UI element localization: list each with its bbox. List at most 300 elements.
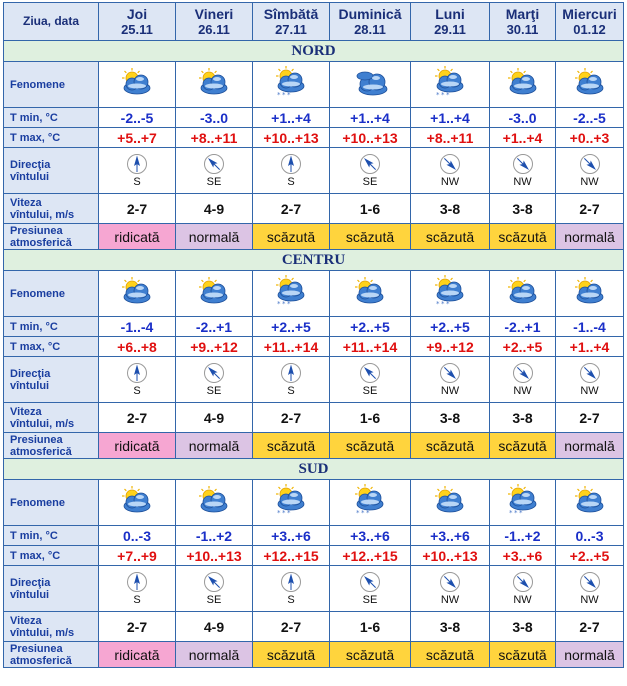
wind-direction-cell [556,148,624,194]
region-row [4,459,624,480]
pressure-value: scăzută [253,224,330,250]
weather-icon-cell [176,480,253,526]
wind-direction-cell [99,566,176,612]
svg-text:*: * [277,509,281,517]
sun-cloud-icon [501,86,545,103]
wind-speed-row [4,612,624,642]
svg-text:*: * [436,300,440,308]
label-pressure [4,433,99,459]
weather-icon-cell [556,62,624,108]
pressure-value: scăzută [253,642,330,668]
tmin-value: -2..+1 [490,317,556,337]
weather-icon-cell [411,480,490,526]
row-label: atmosferică [10,445,72,458]
day-name: Joi [126,5,148,22]
wind-speed-value: 1-6 [330,612,411,642]
tmin-value: -2..-5 [99,108,176,128]
wind-direction-text: SE [362,176,378,188]
label-wind-speed [4,403,99,433]
wind-direction-text: SE [362,594,378,606]
weather-icon-cell [556,271,624,317]
wind-direction-cell [556,357,624,403]
tmin-value: 0..-3 [556,526,624,546]
pressure-value: scăzută [490,642,556,668]
day-name: Vineri [194,5,234,22]
tmax-row [4,546,624,566]
day-date: 27.11 [275,21,307,37]
tmax-value: +10..+13 [330,128,411,148]
tmax-row [4,128,624,148]
sun-cloud-icon [501,295,545,312]
wind-direction-text: NW [580,176,599,188]
wind-speed-value: 4-9 [176,194,253,224]
tmin-row [4,108,624,128]
wind-arrow-icon [512,362,534,384]
label-wind-direction [4,357,99,403]
row-label: vîntului, m/s [10,626,75,639]
wind-speed-value: 2-7 [99,194,176,224]
weather-icon-cell [176,271,253,317]
wind-direction-text: S [133,594,141,606]
sun-cloud-icon [115,86,159,103]
weather-icon-cell [411,271,490,317]
row-label: T max, °C [10,131,61,144]
label-tmin [4,108,99,128]
wind-arrow-icon [203,362,225,384]
tmax-row [4,337,624,357]
region-title: NORD [4,41,624,62]
row-label: Direcţia [10,158,51,171]
sun-cloud-icon [568,86,612,103]
wind-direction-text: SE [206,385,222,397]
pressure-value: ridicată [99,642,176,668]
wind-speed-value: 4-9 [176,403,253,433]
weather-icon-cell [490,271,556,317]
row-label: vîntului, m/s [10,417,75,430]
wind-arrow-icon [439,571,461,593]
wind-direction-text: NW [440,594,460,606]
sun-cloud-icon [115,295,159,312]
tmin-value: +3..+6 [411,526,490,546]
weather-icon-cell [253,480,330,526]
label-wind-direction [4,148,99,194]
day-date: 28.11 [354,21,386,37]
tmin-value: -1..-4 [99,317,176,337]
wind-direction-cell [253,357,330,403]
wind-direction-cell [411,148,490,194]
wind-direction-text: NW [440,385,460,397]
wind-speed-value: 2-7 [253,194,330,224]
weather-icon-cell [99,480,176,526]
wind-arrow-icon [126,571,148,593]
wind-arrow-icon [439,153,461,175]
tmin-value: +3..+6 [253,526,330,546]
day-date: 01.12 [573,21,606,37]
wind-direction-text: S [287,594,295,606]
region-row [4,250,624,271]
wind-direction-text: SE [206,594,222,606]
wind-speed-row [4,194,624,224]
tmin-value: -3..0 [490,108,556,128]
header-day-cell [99,3,176,41]
tmin-row [4,526,624,546]
tmax-value: +9..+12 [176,337,253,357]
wind-speed-value: 2-7 [556,403,624,433]
weather-icon-cell [490,62,556,108]
wind-direction-row [4,148,624,194]
pressure-value: scăzută [330,433,411,459]
label-fenomene [4,480,99,526]
phenomena-row [4,62,624,108]
pressure-value: normală [556,642,624,668]
wind-arrow-icon [359,362,381,384]
snow-cloud-icon [269,88,313,105]
wind-speed-value: 2-7 [99,612,176,642]
row-label: T max, °C [10,549,61,562]
header-day-cell [330,3,411,41]
pressure-value: normală [176,224,253,250]
tmin-value: +1..+4 [253,108,330,128]
svg-text:*: * [282,300,286,308]
svg-text:*: * [518,509,522,517]
label-wind-speed [4,612,99,642]
svg-text:*: * [282,509,286,517]
region-title: CENTRU [4,250,624,271]
sun-cloud-icon [428,504,472,521]
header-day-cell [556,3,624,41]
wind-direction-cell [99,148,176,194]
weather-icon-cell [490,480,556,526]
phenomena-row [4,271,624,317]
header-day-cell [253,3,330,41]
snow-cloud-icon [428,297,472,314]
sun-cloud-icon [192,86,236,103]
wind-direction-cell [176,148,253,194]
label-tmin [4,526,99,546]
day-name: Miercuri [562,5,617,22]
tmin-value: -1..+2 [176,526,253,546]
wind-direction-text: NW [513,594,532,606]
weather-icon-cell [330,480,411,526]
wind-speed-row [4,403,624,433]
tmin-value: +2..+5 [253,317,330,337]
header-row [4,3,624,41]
pressure-value: scăzută [330,224,411,250]
cloud-icon [348,86,392,103]
tmax-value: +11..+14 [253,337,330,357]
row-label: vîntului [10,170,50,183]
tmax-value: +11..+14 [330,337,411,357]
wind-speed-value: 3-8 [490,403,556,433]
region-row [4,41,624,62]
pressure-value: scăzută [330,642,411,668]
tmax-value: +10..+13 [253,128,330,148]
label-tmax [4,546,99,566]
tmax-value: +10..+13 [411,546,490,566]
wind-arrow-icon [280,571,302,593]
pressure-value: scăzută [411,642,490,668]
wind-speed-value: 2-7 [556,612,624,642]
wind-speed-value: 2-7 [99,403,176,433]
svg-text:*: * [282,91,286,99]
snow-cloud-icon [501,506,545,523]
tmin-value: +2..+5 [330,317,411,337]
sun-cloud-icon [192,295,236,312]
tmax-value: +1..+4 [556,337,624,357]
label-tmax [4,337,99,357]
wind-speed-value: 3-8 [411,194,490,224]
wind-arrow-icon [439,362,461,384]
svg-text:*: * [508,509,512,517]
row-label: Fenomene [10,496,66,509]
tmax-value: +12..+15 [330,546,411,566]
row-label: Direcţia [10,576,51,589]
row-label: T min, °C [10,529,58,542]
weather-icon-cell [99,271,176,317]
row-label: Fenomene [10,78,66,91]
tmax-value: +7..+9 [99,546,176,566]
tmin-value: -2..+1 [176,317,253,337]
svg-text:*: * [441,91,445,99]
pressure-row [4,642,624,668]
weather-icon-cell [556,480,624,526]
svg-text:*: * [436,91,440,99]
tmin-value: -1..+2 [490,526,556,546]
row-label: Viteza [10,614,42,627]
svg-text:*: * [277,91,281,99]
snow-cloud-icon [348,506,392,523]
wind-arrow-icon [203,153,225,175]
header-first-label: Ziua, data [22,14,79,28]
svg-text:*: * [277,300,281,308]
header-day-cell [490,3,556,41]
pressure-value: ridicată [99,224,176,250]
wind-direction-cell [99,357,176,403]
wind-direction-cell [490,566,556,612]
svg-text:*: * [441,300,445,308]
wind-direction-row [4,357,624,403]
wind-direction-text: S [133,385,141,397]
svg-text:*: * [446,91,450,99]
svg-text:*: * [287,91,291,99]
wind-direction-cell [176,566,253,612]
svg-text:*: * [287,300,291,308]
sun-cloud-icon [568,295,612,312]
tmax-value: +0..+3 [556,128,624,148]
pressure-value: normală [556,224,624,250]
day-name: Sîmbătă [263,5,319,22]
row-label: T min, °C [10,320,58,333]
region-title: SUD [4,459,624,480]
wind-direction-text: S [287,176,295,188]
pressure-value: normală [176,642,253,668]
label-tmin [4,317,99,337]
wind-arrow-icon [126,362,148,384]
wind-arrow-icon [579,571,601,593]
weather-icon-cell [330,271,411,317]
forecast-table [3,2,624,668]
wind-arrow-icon [280,153,302,175]
wind-arrow-icon [203,571,225,593]
row-label: Presiunea [10,224,63,237]
row-label: atmosferică [10,654,72,667]
tmin-row [4,317,624,337]
wind-direction-cell [411,566,490,612]
weather-icon-cell [330,62,411,108]
wind-direction-cell [490,357,556,403]
tmax-value: +2..+5 [490,337,556,357]
svg-text:*: * [361,509,365,517]
tmin-value: -1..-4 [556,317,624,337]
wind-speed-value: 3-8 [490,612,556,642]
day-date: 25.11 [121,21,153,37]
wind-direction-cell [490,148,556,194]
wind-speed-value: 3-8 [411,612,490,642]
snow-cloud-icon [269,297,313,314]
tmin-value: -3..0 [176,108,253,128]
label-tmax [4,128,99,148]
wind-direction-text: NW [513,385,532,397]
svg-text:*: * [446,300,450,308]
pressure-value: normală [176,433,253,459]
wind-direction-text: S [287,385,295,397]
tmin-value: +2..+5 [411,317,490,337]
tmin-value: +3..+6 [330,526,411,546]
sun-cloud-icon [192,504,236,521]
wind-speed-value: 3-8 [411,403,490,433]
wind-speed-value: 2-7 [253,612,330,642]
wind-direction-cell [330,148,411,194]
row-label: Viteza [10,405,42,418]
wind-speed-value: 1-6 [330,194,411,224]
row-label: atmosferică [10,236,72,249]
row-label: T min, °C [10,111,58,124]
row-label: vîntului, m/s [10,208,75,221]
phenomena-row [4,480,624,526]
wind-direction-text: NW [513,176,532,188]
day-name: Duminică [338,5,402,22]
tmax-value: +8..+11 [411,128,490,148]
wind-arrow-icon [126,153,148,175]
tmax-value: +2..+5 [556,546,624,566]
wind-direction-cell [253,148,330,194]
row-label: T max, °C [10,340,61,353]
wind-direction-text: SE [362,385,378,397]
day-name: Marţi [505,5,540,22]
wind-direction-text: NW [580,385,599,397]
svg-text:*: * [356,509,360,517]
wind-direction-cell [330,357,411,403]
sun-cloud-icon [568,504,612,521]
row-label: Viteza [10,196,42,209]
tmax-value: +1..+4 [490,128,556,148]
wind-direction-cell [176,357,253,403]
day-date: 26.11 [198,21,230,37]
pressure-value: scăzută [411,433,490,459]
wind-direction-cell [556,566,624,612]
sun-cloud-icon [115,504,159,521]
tmax-value: +3..+6 [490,546,556,566]
wind-arrow-icon [512,571,534,593]
wind-speed-value: 4-9 [176,612,253,642]
wind-direction-text: NW [580,594,599,606]
tmin-value: 0..-3 [99,526,176,546]
tmax-value: +5..+7 [99,128,176,148]
wind-arrow-icon [359,153,381,175]
pressure-value: scăzută [253,433,330,459]
wind-speed-value: 2-7 [556,194,624,224]
wind-arrow-icon [512,153,534,175]
pressure-value: scăzută [490,433,556,459]
pressure-value: normală [556,433,624,459]
header-day-cell [411,3,490,41]
weather-icon-cell [176,62,253,108]
pressure-row [4,224,624,250]
tmax-value: +8..+11 [176,128,253,148]
row-label: Fenomene [10,287,66,300]
tmax-value: +9..+12 [411,337,490,357]
row-label: vîntului [10,379,50,392]
pressure-row [4,433,624,459]
wind-direction-cell [253,566,330,612]
day-date: 30.11 [506,21,539,37]
label-wind-direction [4,566,99,612]
weather-icon-cell [253,62,330,108]
snow-cloud-icon [428,88,472,105]
wind-direction-cell [411,357,490,403]
wind-direction-cell [330,566,411,612]
wind-direction-text: NW [440,176,460,188]
wind-direction-text: S [133,176,141,188]
pressure-value: ridicată [99,433,176,459]
wind-direction-row [4,566,624,612]
snow-cloud-icon [269,506,313,523]
day-date: 29.11 [434,21,466,37]
tmin-value: -2..-5 [556,108,624,128]
wind-arrow-icon [579,362,601,384]
wind-arrow-icon [579,153,601,175]
header-day-cell [176,3,253,41]
tmax-value: +12..+15 [253,546,330,566]
wind-speed-value: 3-8 [490,194,556,224]
pressure-value: scăzută [490,224,556,250]
pressure-value: scăzută [411,224,490,250]
wind-speed-value: 1-6 [330,403,411,433]
tmin-value: +1..+4 [330,108,411,128]
label-pressure [4,224,99,250]
label-fenomene [4,271,99,317]
tmin-value: +1..+4 [411,108,490,128]
row-label: Presiunea [10,642,63,655]
header-first-cell [4,3,99,41]
weather-icon-cell [253,271,330,317]
wind-direction-text: SE [206,176,222,188]
svg-text:*: * [287,509,291,517]
tmax-value: +10..+13 [176,546,253,566]
wind-arrow-icon [359,571,381,593]
wind-speed-value: 2-7 [253,403,330,433]
row-label: Presiunea [10,433,63,446]
svg-text:*: * [513,509,517,517]
weather-icon-cell [99,62,176,108]
label-wind-speed [4,194,99,224]
label-pressure [4,642,99,668]
wind-arrow-icon [280,362,302,384]
tmax-value: +6..+8 [99,337,176,357]
row-label: vîntului [10,588,50,601]
day-name: Luni [435,5,465,22]
label-fenomene [4,62,99,108]
